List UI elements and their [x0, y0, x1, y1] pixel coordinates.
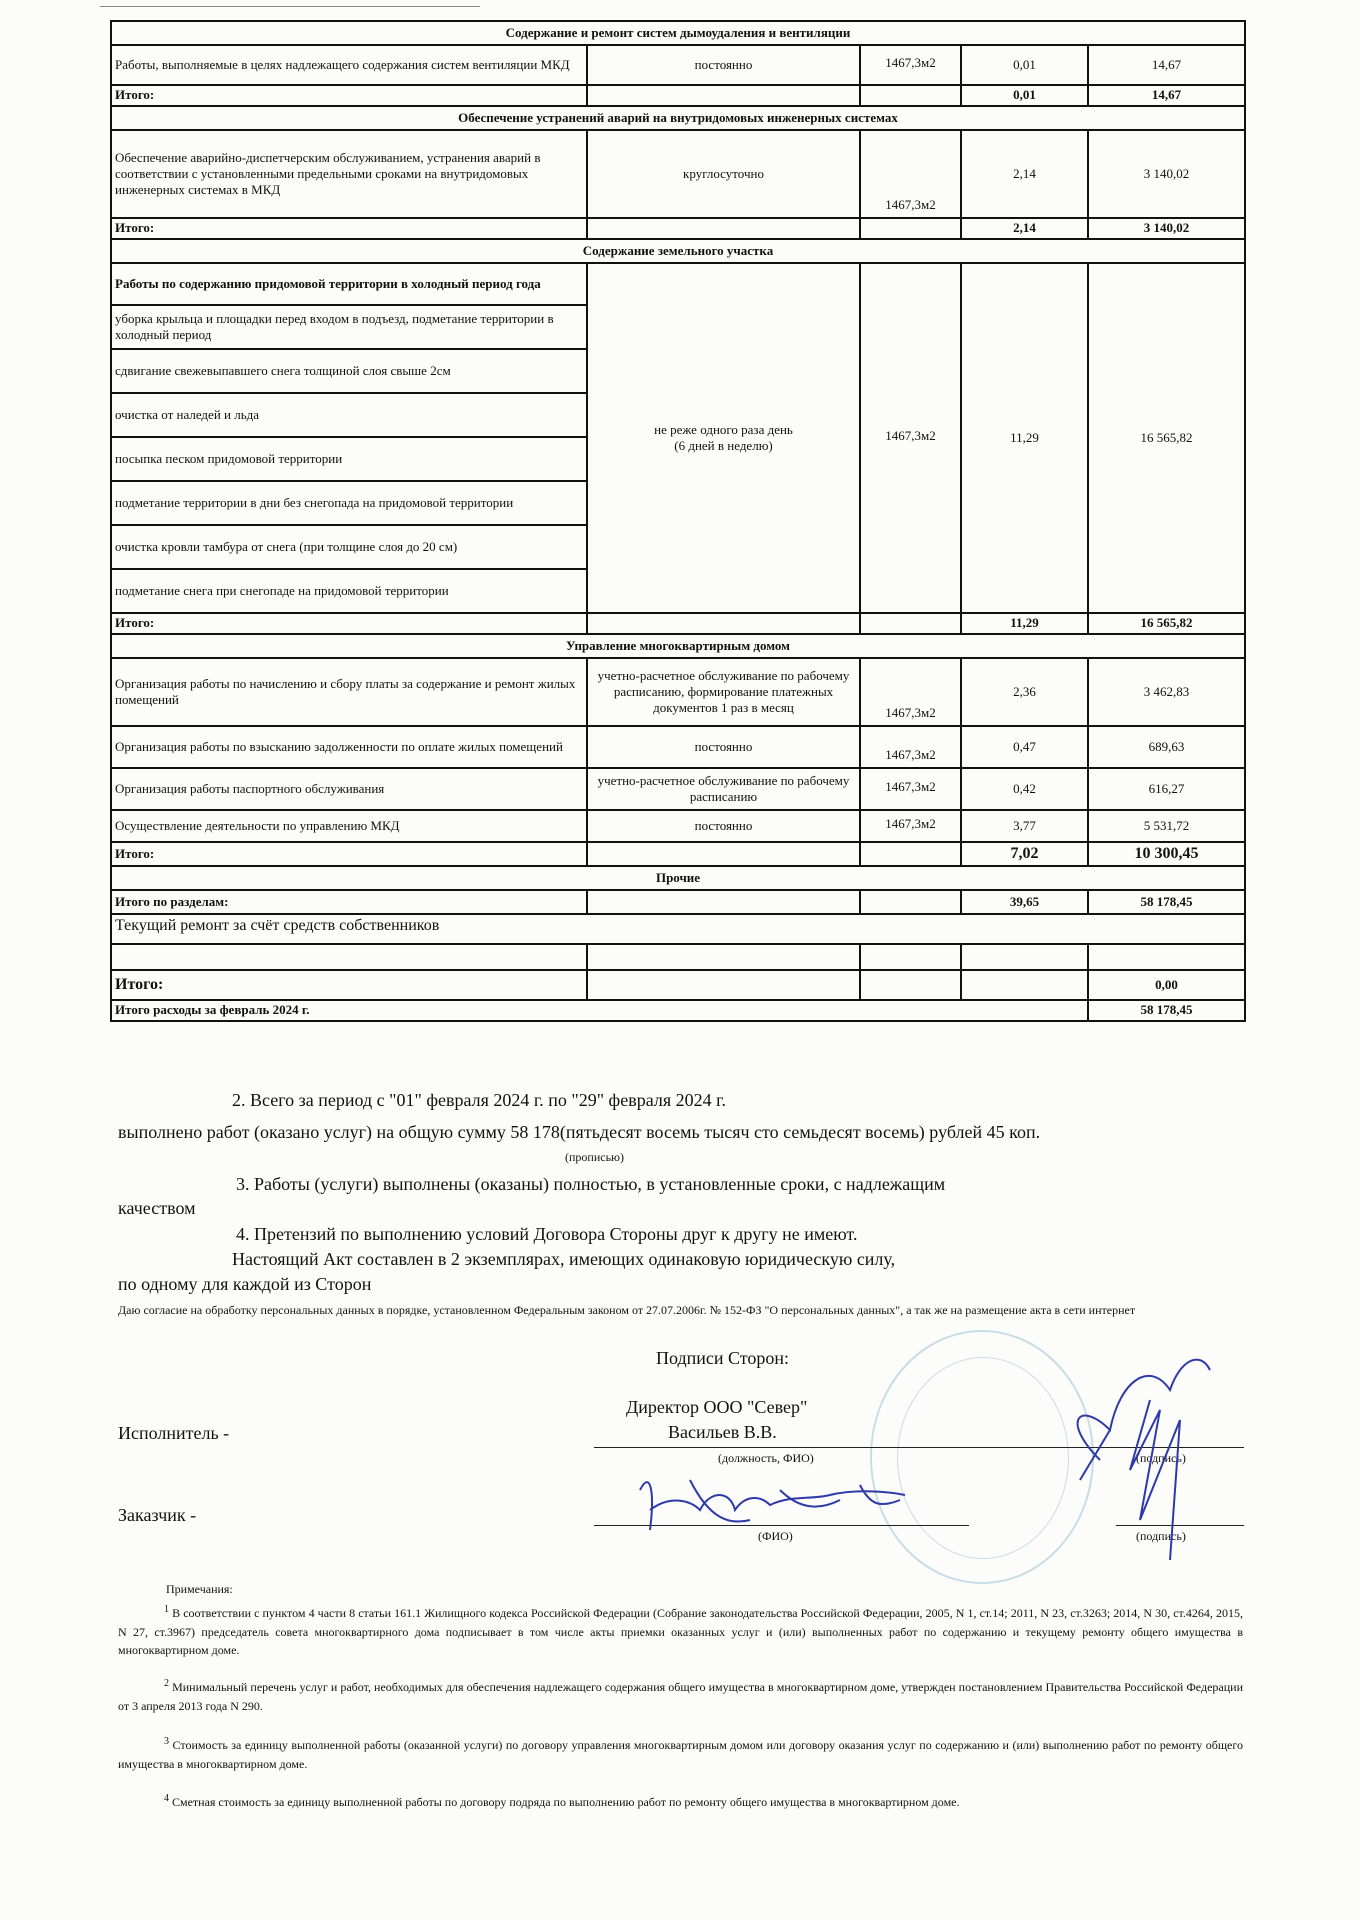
- table-row: [111, 768, 1245, 810]
- total-cost: 58 178,45: [1088, 890, 1245, 914]
- cost-cell: 16 565,82: [1088, 263, 1245, 613]
- note-text: Минимальный перечень услуг и работ, необходимых для обеспечения надлежащего содержания общего имущества в многоквартирном доме, утвержден постановлением Правительства Российской Федерации от 3 апреля 2013 года N 290.: [118, 1680, 1243, 1713]
- note-number: 4: [164, 1793, 169, 1804]
- section-header: [111, 866, 1245, 890]
- service-cell: Работы, выполняемые в целях надлежащего содержания систем вентиляции МКД: [111, 45, 587, 85]
- note-text: Сметная стоимость за единицу выполненной работы по договору подряда по выполнению работ по ремонту общего имущества в многоквартирном доме.: [172, 1795, 960, 1809]
- total-cost: 58 178,45: [1088, 1000, 1245, 1021]
- note-item: [118, 1676, 1243, 1715]
- work-item: очистка кровли тамбура от снега (при толщине слоя до 20 см): [111, 525, 587, 569]
- total-label: Итого:: [111, 613, 587, 634]
- rate-cell: 2,36: [961, 658, 1088, 726]
- section-header: [111, 106, 1245, 130]
- section-header: [111, 21, 1245, 45]
- total-label: Итого:: [111, 842, 587, 866]
- area-cell: 1467,3м2: [860, 263, 961, 613]
- table-row: [111, 45, 1245, 85]
- rate-cell: 2,14: [961, 130, 1088, 218]
- paragraph-5: Настоящий Акт составлен в 2 экземплярах, имеющих одинаковую юридическую силу,: [232, 1249, 896, 1269]
- customer-signature-icon: [640, 1480, 905, 1530]
- total-rate: 11,29: [961, 613, 1088, 634]
- note-number: 2: [164, 1678, 169, 1689]
- paragraph-4: 4. Претензий по выполнению условий Договора Стороны друг к другу не имеют.: [236, 1224, 858, 1244]
- section-title: Управление многоквартирным домом: [111, 634, 1245, 658]
- note-item: [118, 1791, 1243, 1812]
- table-row: [111, 726, 1245, 768]
- area-cell: 1467,3м2: [860, 45, 961, 85]
- area-cell: 1467,3м2: [860, 726, 961, 768]
- section-header: [111, 634, 1245, 658]
- total-rate: 0,01: [961, 85, 1088, 106]
- cost-cell: 689,63: [1088, 726, 1245, 768]
- cost-cell: 14,67: [1088, 45, 1245, 85]
- rate-cell: 11,29: [961, 263, 1088, 613]
- top-rule: [100, 6, 480, 7]
- service-cell: Организация работы паспортного обслуживания: [111, 768, 587, 810]
- repair-header-row: [111, 914, 1245, 944]
- section-total-row: [111, 85, 1245, 106]
- service-cell: Организация работы по взысканию задолженности по оплате жилых помещений: [111, 726, 587, 768]
- consent-text: Даю согласие на обработку персональных данных в порядке, установленном Федеральным законом от 27.07.2006г. № 152-ФЗ "О персональных данных", а так же на размещение акта в сети интернет: [118, 1303, 1136, 1317]
- paragraph-3-cont: качеством: [118, 1198, 196, 1218]
- total-rate: 39,65: [961, 890, 1088, 914]
- section-title: Обеспечение устранений аварий на внутридомовых инженерных системах: [111, 106, 1245, 130]
- total-rate: 7,02: [961, 842, 1088, 866]
- area-cell: 1467,3м2: [860, 658, 961, 726]
- table-row: [111, 658, 1245, 726]
- section-total-row: [111, 613, 1245, 634]
- paragraph-2: 2. Всего за период с "01" февраля 2024 г. по "29" февраля 2024 г.: [232, 1090, 726, 1110]
- paragraph-3: 3. Работы (услуги) выполнены (оказаны) полностью, в установленные сроки, с надлежащим: [236, 1174, 946, 1194]
- cost-cell: 616,27: [1088, 768, 1245, 810]
- month-total-row: [111, 1000, 1245, 1021]
- note-text: Стоимость за единицу выполненной работы (оказанной услуги) по договору управления многоквартирным домом или договору оказания услуг по содержанию и (или) выполнению работ по ремонту общего имущества в многоквартирном доме.: [118, 1738, 1244, 1771]
- note-number: 1: [164, 1604, 169, 1615]
- position-hint: (должность, ФИО): [718, 1451, 814, 1465]
- table-row: [111, 263, 1245, 305]
- note-number: 3: [164, 1736, 169, 1747]
- area-cell: 1467,3м2: [860, 768, 961, 810]
- section-title: Содержание и ремонт систем дымоудаления и вентиляции: [111, 21, 1245, 45]
- section-title: Содержание земельного участка: [111, 239, 1245, 263]
- total-label: Итого:: [111, 970, 587, 1000]
- service-cell: Обеспечение аварийно-диспетчерским обслуживанием, устранения аварий в соответствии с установленными предельными сроками на внутридомовых инженерных системах в МКД: [111, 130, 587, 218]
- total-cost: 10 300,45: [1088, 842, 1245, 866]
- period-cell: учетно-расчетное обслуживание по рабочему расписанию: [587, 768, 860, 810]
- work-item: подметание территории в дни без снегопада на придомовой территории: [111, 481, 587, 525]
- total-label: Итого:: [111, 218, 587, 239]
- section-total-row: [111, 842, 1245, 866]
- customer-label: Заказчик -: [118, 1505, 197, 1525]
- repair-total-row: [111, 970, 1245, 1000]
- cost-cell: 3 462,83: [1088, 658, 1245, 726]
- paragraph-2-amount: выполнено работ (оказано услуг) на общую сумму 58 178(пятьдесят восемь тысяч сто семьдесят восемь) рублей 45 коп.: [118, 1122, 1041, 1142]
- paragraph-5-cont: по одному для каждой из Сторон: [118, 1274, 372, 1294]
- area-cell: 1467,3м2: [860, 130, 961, 218]
- total-cost: 3 140,02: [1088, 218, 1245, 239]
- total-label: Итого:: [111, 85, 587, 106]
- fio-hint: (ФИО): [758, 1529, 793, 1543]
- work-item: сдвигание свежевыпавшего снега толщиной слоя свыше 2см: [111, 349, 587, 393]
- work-item: уборка крыльца и площадки перед входом в подъезд, подметание территории в холодный период: [111, 305, 587, 349]
- rate-cell: 3,77: [961, 810, 1088, 842]
- period-cell: не реже одного раза день (6 дней в неделю): [587, 263, 860, 613]
- table-row: [111, 130, 1245, 218]
- group-header-cell: Работы по содержанию придомовой территории в холодный период года: [111, 263, 587, 305]
- note-text: В соответствии с пунктом 4 части 8 статьи 161.1 Жилищного кодекса Российской Федерации (Собрание законодательства Российской Федерации, 2005, N 1, ст.14; 2011, N 23, ст.3263; 2014, N 30, ст.4264, 2015, N 27, ст.3967) председатель совета многоквартирного дома подписывает в том числе акты приемки оказанных услуг и (или) выполненных работ по содержанию и текущему ремонту общего имущества в многоквартирном доме.: [118, 1606, 1243, 1658]
- total-rate: 2,14: [961, 218, 1088, 239]
- act-table-wrapper: [110, 20, 1244, 1022]
- total-label: Итого расходы за февраль 2024 г.: [111, 1000, 1088, 1021]
- signature-hint-2: (подпись): [1136, 1529, 1186, 1543]
- note-item: [118, 1602, 1243, 1660]
- service-cell: Организация работы по начислению и сбору платы за содержание и ремонт жилых помещений: [111, 658, 587, 726]
- total-label: Итого по разделам:: [111, 890, 587, 914]
- propisyu-hint: (прописью): [565, 1150, 625, 1164]
- total-cost: 16 565,82: [1088, 613, 1245, 634]
- note-item: [118, 1734, 1243, 1773]
- section-total-row: [111, 218, 1245, 239]
- customer-fio-line: [594, 1525, 969, 1526]
- executor-label: Исполнитель -: [118, 1423, 230, 1443]
- cost-cell: 5 531,72: [1088, 810, 1245, 842]
- executor-position: Директор ООО "Север": [626, 1397, 808, 1417]
- table-row: [111, 944, 1245, 970]
- signatures-heading: Подписи Сторон:: [656, 1348, 790, 1368]
- cost-cell: 3 140,02: [1088, 130, 1245, 218]
- signature-hint: (подпись): [1136, 1451, 1186, 1465]
- period-cell: учетно-расчетное обслуживание по рабочему расписанию, формирование платежных документов 1 раз в месяц: [587, 658, 860, 726]
- work-item: посыпка песком придомовой территории: [111, 437, 587, 481]
- work-item: подметание снега при снегопаде на придомовой территории: [111, 569, 587, 613]
- rate-cell: 0,47: [961, 726, 1088, 768]
- rate-cell: 0,01: [961, 45, 1088, 85]
- executor-signature-line: [594, 1447, 1244, 1448]
- customer-signature-line: [1116, 1525, 1244, 1526]
- work-item: очистка от наледей и льда: [111, 393, 587, 437]
- executor-name: Васильев В.В.: [668, 1422, 777, 1442]
- service-cell: Осуществление деятельности по управлению МКД: [111, 810, 587, 842]
- total-cost: 14,67: [1088, 85, 1245, 106]
- area-cell: 1467,3м2: [860, 810, 961, 842]
- sections-total-row: [111, 890, 1245, 914]
- period-cell: постоянно: [587, 810, 860, 842]
- notes-heading: Примечания:: [166, 1582, 233, 1596]
- section-header: [111, 239, 1245, 263]
- table-row: [111, 810, 1245, 842]
- repair-label: Текущий ремонт за счёт средств собственников: [111, 914, 1245, 944]
- rate-cell: 0,42: [961, 768, 1088, 810]
- company-stamp: [870, 1330, 1094, 1584]
- section-title: Прочие: [111, 866, 1245, 890]
- period-cell: постоянно: [587, 726, 860, 768]
- period-cell: круглосуточно: [587, 130, 860, 218]
- services-table: [110, 20, 1246, 1022]
- period-cell: постоянно: [587, 45, 860, 85]
- total-cost: 0,00: [1088, 970, 1245, 1000]
